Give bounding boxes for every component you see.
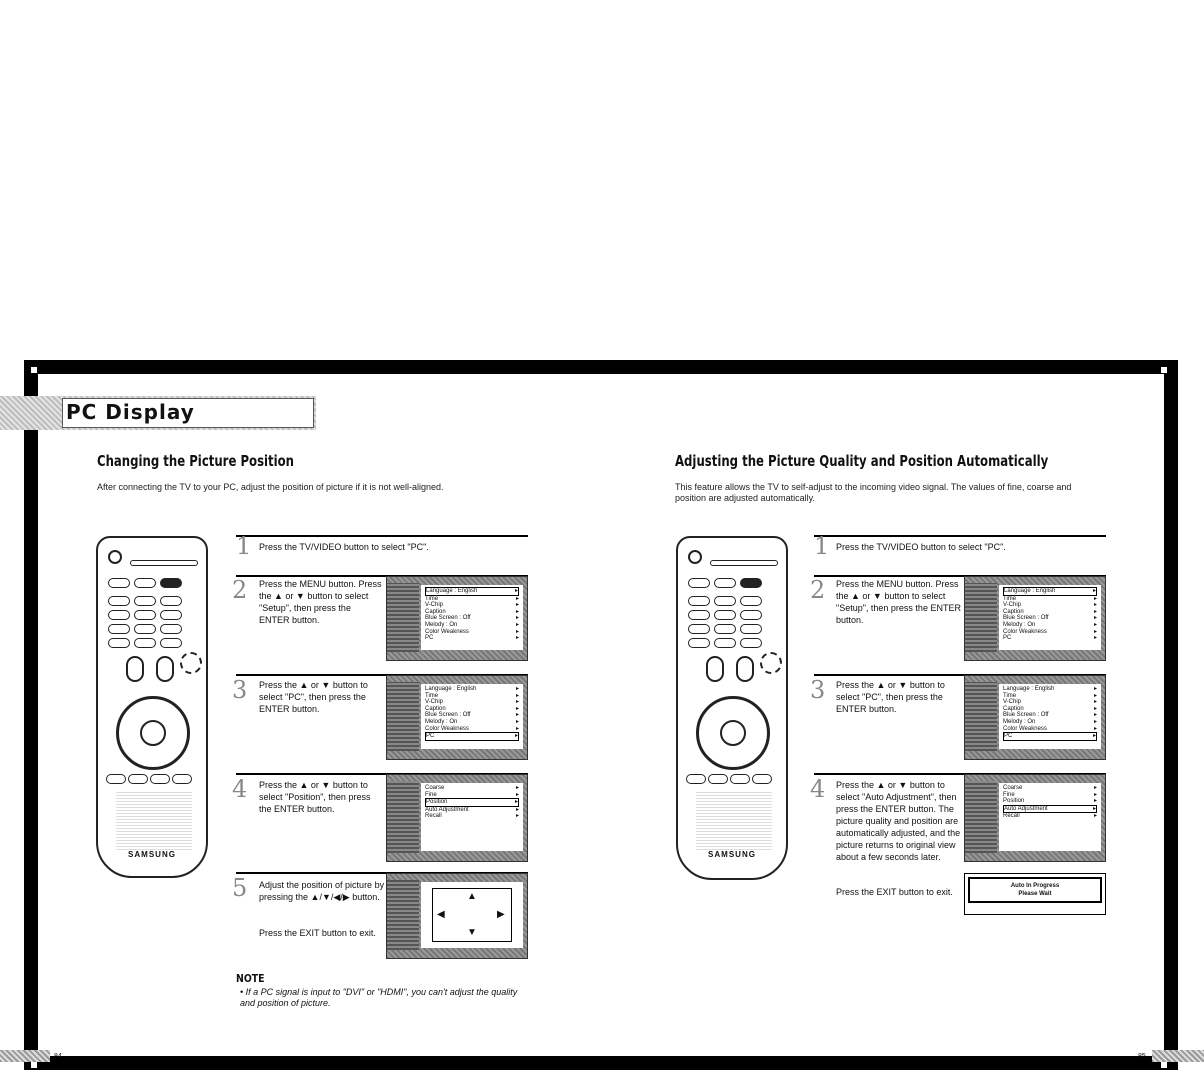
remote-brand: SAMSUNG xyxy=(708,850,756,859)
step-text: Press the MENU button. Press the ▲ or ▼ button to select "Setup", then press the ENTER button. xyxy=(259,579,382,625)
chevron-right-icon: ▸ xyxy=(515,686,519,692)
chevron-right-icon: ▸ xyxy=(1093,595,1097,602)
corner-mark xyxy=(31,367,37,373)
osd-menu-item xyxy=(425,732,519,741)
step-divider xyxy=(814,535,1106,537)
chevron-right-icon: ▸ xyxy=(515,615,519,622)
osd-menu-item xyxy=(1003,596,1097,603)
chevron-right-icon: ▸ xyxy=(515,806,519,813)
osd-menu-item xyxy=(1003,732,1097,741)
chevron-right-icon: ▸ xyxy=(1093,712,1097,719)
osd-item-label: V-Chip xyxy=(1003,699,1022,706)
arrow-up-icon: ▲ xyxy=(467,891,477,902)
auto-progress-line2: Please Wait xyxy=(1018,891,1052,897)
step-number: 1 xyxy=(814,532,830,560)
chevron-right-icon: ▸ xyxy=(1093,718,1097,725)
osd-pc-menu xyxy=(386,774,528,862)
osd-menu-item xyxy=(425,587,519,596)
osd-menu-item xyxy=(1003,699,1097,706)
osd-menu-item xyxy=(425,712,519,719)
osd-setup-menu xyxy=(964,576,1106,661)
corner-mark xyxy=(1161,367,1167,373)
enter-button-icon xyxy=(720,720,746,746)
osd-menu-item xyxy=(1003,635,1097,642)
osd-menu-item xyxy=(425,807,519,814)
right-section-description: This feature allows the TV to self-adjust to the incoming video signal. The values of fine, coarse and position are adjusted automatically. xyxy=(675,482,1072,503)
remote-control-image xyxy=(96,536,208,878)
osd-menu-item xyxy=(425,635,519,642)
osd-menu-item xyxy=(1003,629,1097,636)
chevron-right-icon: ▸ xyxy=(1093,628,1097,635)
osd-setup-menu-pc xyxy=(964,675,1106,760)
chevron-right-icon: ▸ xyxy=(515,791,519,798)
step-number: 1 xyxy=(236,532,252,560)
step-number: 2 xyxy=(810,576,826,604)
osd-item-label: PC xyxy=(1003,635,1012,642)
osd-position-screen xyxy=(386,873,528,959)
osd-menu-item xyxy=(1003,622,1097,629)
osd-item-label: Blue Screen : Off xyxy=(425,712,471,719)
chevron-right-icon: ▸ xyxy=(1093,785,1097,791)
step-text: Press the TV/VIDEO button to select "PC". xyxy=(836,542,1006,552)
osd-menu-item xyxy=(425,629,519,636)
chevron-right-icon: ▸ xyxy=(514,588,518,594)
osd-item-label: Caption xyxy=(425,608,446,615)
chevron-right-icon: ▸ xyxy=(1093,705,1097,712)
chevron-right-icon: ▸ xyxy=(515,628,519,635)
osd-item-label: Blue Screen : Off xyxy=(425,615,471,622)
osd-item-label: Time xyxy=(1003,595,1017,602)
chevron-right-icon: ▸ xyxy=(1092,805,1096,812)
mode-button-strip xyxy=(710,560,778,566)
osd-menu-item xyxy=(1003,726,1097,733)
chevron-right-icon: ▸ xyxy=(1093,791,1097,798)
osd-item-label: Coarse xyxy=(425,785,445,791)
osd-menu-item xyxy=(425,719,519,726)
chevron-right-icon: ▸ xyxy=(1093,621,1097,628)
left-section-title: Changing the Picture Position xyxy=(97,452,295,470)
chevron-right-icon: ▸ xyxy=(1093,692,1097,699)
mode-button-strip xyxy=(130,560,198,566)
osd-item-label: PC xyxy=(425,635,434,642)
osd-menu-item xyxy=(1003,609,1097,616)
osd-menu-item xyxy=(1003,785,1097,792)
page-number-right: 85 xyxy=(1138,1053,1146,1060)
osd-item-label: Fine xyxy=(425,791,437,798)
chevron-right-icon: ▸ xyxy=(1093,602,1097,609)
chevron-right-icon: ▸ xyxy=(515,785,519,791)
chevron-right-icon: ▸ xyxy=(515,712,519,719)
chevron-right-icon: ▸ xyxy=(515,813,519,820)
osd-item-label: Language : English xyxy=(1003,686,1055,692)
osd-menu-item xyxy=(425,813,519,820)
osd-menu-item xyxy=(1003,706,1097,713)
osd-setup-menu xyxy=(386,576,528,661)
osd-item-label: Blue Screen : Off xyxy=(1003,615,1049,622)
osd-item-label: Time xyxy=(1003,692,1017,699)
osd-item-label: Auto Adjustment xyxy=(425,806,469,813)
osd-item-label: Recall xyxy=(1003,813,1020,820)
arrow-down-icon: ▼ xyxy=(467,927,477,938)
chevron-right-icon: ▸ xyxy=(515,608,519,615)
chevron-right-icon: ▸ xyxy=(515,595,519,602)
step-number: 4 xyxy=(232,775,248,803)
step-text: Press the ▲ or ▼ button to select "Auto Adjustment", then press the ENTER button. The picture quality and position are automatically adjusted, and the picture returns to original view about a few seconds later. xyxy=(836,780,961,862)
osd-item-label: Color Weakness xyxy=(1003,725,1047,732)
osd-item-label: V-Chip xyxy=(425,699,444,706)
chevron-right-icon: ▸ xyxy=(515,699,519,706)
osd-item-label: Time xyxy=(425,595,439,602)
step-text: Press the ▲ or ▼ button to select "PC", then press the ENTER button. xyxy=(259,680,368,714)
osd-item-label: V-Chip xyxy=(1003,602,1022,609)
corner-mark xyxy=(1161,1062,1167,1068)
chevron-right-icon: ▸ xyxy=(514,733,518,740)
chevron-right-icon: ▸ xyxy=(515,705,519,712)
chevron-right-icon: ▸ xyxy=(1093,798,1097,805)
step-number: 5 xyxy=(232,874,248,902)
osd-item-label: Melody : On xyxy=(1003,718,1036,725)
osd-item-label: Auto Adjustment xyxy=(1004,805,1048,812)
osd-menu-item xyxy=(425,693,519,700)
osd-menu-item xyxy=(1003,798,1097,805)
osd-item-label: Color Weakness xyxy=(425,628,469,635)
osd-menu-item xyxy=(1003,719,1097,726)
osd-item-label: Melody : On xyxy=(425,621,458,628)
chevron-right-icon: ▸ xyxy=(1093,725,1097,732)
auto-progress-box xyxy=(964,873,1106,915)
osd-menu-item xyxy=(425,785,519,792)
osd-item-label: V-Chip xyxy=(425,602,444,609)
step-text: Adjust the position of picture by pressing the ▲/▼/◀/▶ button. xyxy=(259,880,385,902)
osd-pc-menu xyxy=(964,774,1106,862)
auto-progress-line1: Auto In Progress xyxy=(1010,883,1060,889)
step-text: Press the EXIT button to exit. xyxy=(259,928,376,938)
chevron-right-icon: ▸ xyxy=(1093,699,1097,706)
chevron-right-icon: ▸ xyxy=(515,692,519,699)
osd-item-label: Position xyxy=(1003,798,1025,805)
chevron-right-icon: ▸ xyxy=(1093,635,1097,642)
left-section-description: After connecting the TV to your PC, adjust the position of picture if it is not well-aligned. xyxy=(97,482,444,492)
chevron-right-icon: ▸ xyxy=(514,799,518,806)
osd-menu-item xyxy=(425,798,519,807)
step-number: 2 xyxy=(232,576,248,604)
chevron-right-icon: ▸ xyxy=(1093,608,1097,615)
osd-menu-item xyxy=(425,615,519,622)
osd-item-label: Melody : On xyxy=(425,718,458,725)
osd-item-label: Coarse xyxy=(1003,785,1023,791)
chevron-right-icon: ▸ xyxy=(1093,813,1097,820)
osd-menu-item xyxy=(425,609,519,616)
osd-item-label: Blue Screen : Off xyxy=(1003,712,1049,719)
osd-item-label: Recall xyxy=(425,813,442,820)
page-number-decoration xyxy=(0,1050,50,1062)
osd-menu-item xyxy=(425,792,519,799)
osd-menu-item xyxy=(1003,693,1097,700)
osd-item-label: Language : English xyxy=(1004,588,1056,594)
power-icon xyxy=(688,550,702,564)
osd-menu-item xyxy=(425,622,519,629)
chevron-right-icon: ▸ xyxy=(1092,588,1096,594)
osd-menu-item xyxy=(425,602,519,609)
enter-button-icon xyxy=(140,720,166,746)
osd-menu-item xyxy=(1003,805,1097,814)
osd-item-label: PC xyxy=(1004,733,1013,740)
step-text: Press the TV/VIDEO button to select "PC". xyxy=(259,542,429,552)
osd-item-label: Color Weakness xyxy=(425,725,469,732)
osd-menu-item xyxy=(1003,615,1097,622)
chevron-right-icon: ▸ xyxy=(515,718,519,725)
osd-item-label: Time xyxy=(425,692,439,699)
osd-menu-item xyxy=(425,699,519,706)
remote-brand: SAMSUNG xyxy=(128,850,176,859)
note-title: NOTE xyxy=(236,972,265,985)
step-number: 3 xyxy=(232,676,248,704)
arrow-left-icon: ◀ xyxy=(437,909,445,920)
osd-item-label: Caption xyxy=(1003,705,1024,712)
osd-menu-item xyxy=(1003,712,1097,719)
chevron-right-icon: ▸ xyxy=(515,621,519,628)
power-icon xyxy=(108,550,122,564)
right-section-title: Adjusting the Picture Quality and Position Automatically xyxy=(675,452,1049,470)
osd-item-label: Caption xyxy=(425,705,446,712)
osd-item-label: Language : English xyxy=(426,588,478,594)
osd-menu-item xyxy=(1003,686,1097,693)
step-divider xyxy=(236,535,528,537)
arrow-right-icon: ▶ xyxy=(497,909,505,920)
page-number-decoration xyxy=(1152,1050,1204,1062)
osd-setup-menu-pc xyxy=(386,675,528,760)
step-number: 3 xyxy=(810,676,826,704)
osd-menu-item xyxy=(1003,587,1097,596)
osd-menu-item xyxy=(1003,813,1097,820)
osd-item-label: Position xyxy=(426,799,448,806)
osd-item-label: Color Weakness xyxy=(1003,628,1047,635)
osd-menu-item xyxy=(1003,602,1097,609)
step-text: Press the EXIT button to exit. xyxy=(836,887,953,897)
note-text: • If a PC signal is input to "DVI" or "HDMI", you can't adjust the quality and position of picture. xyxy=(240,987,518,1008)
chevron-right-icon: ▸ xyxy=(1093,615,1097,622)
osd-item-label: PC xyxy=(426,733,435,740)
step-number: 4 xyxy=(810,775,826,803)
osd-menu-item xyxy=(425,596,519,603)
chevron-right-icon: ▸ xyxy=(515,635,519,642)
chevron-right-icon: ▸ xyxy=(515,725,519,732)
osd-menu-item xyxy=(425,726,519,733)
page-title: PC Display xyxy=(66,400,195,424)
chevron-right-icon: ▸ xyxy=(515,602,519,609)
osd-item-label: Caption xyxy=(1003,608,1024,615)
osd-menu-item xyxy=(1003,792,1097,799)
page-number-left: 84 xyxy=(54,1053,62,1060)
chevron-right-icon: ▸ xyxy=(1092,733,1096,740)
osd-item-label: Fine xyxy=(1003,791,1015,798)
remote-control-image xyxy=(676,536,788,880)
corner-mark xyxy=(31,1062,37,1068)
step-text: Press the ▲ or ▼ button to select "Position", then press the ENTER button. xyxy=(259,780,371,814)
osd-item-label: Language : English xyxy=(425,686,477,692)
chevron-right-icon: ▸ xyxy=(1093,686,1097,692)
step-text: Press the MENU button. Press the ▲ or ▼ button to select "Setup", then press the ENTER button. xyxy=(836,579,961,625)
osd-item-label: Melody : On xyxy=(1003,621,1036,628)
step-text: Press the ▲ or ▼ button to select "PC", then press the ENTER button. xyxy=(836,680,945,714)
osd-menu-item xyxy=(425,706,519,713)
osd-menu-item xyxy=(425,686,519,693)
